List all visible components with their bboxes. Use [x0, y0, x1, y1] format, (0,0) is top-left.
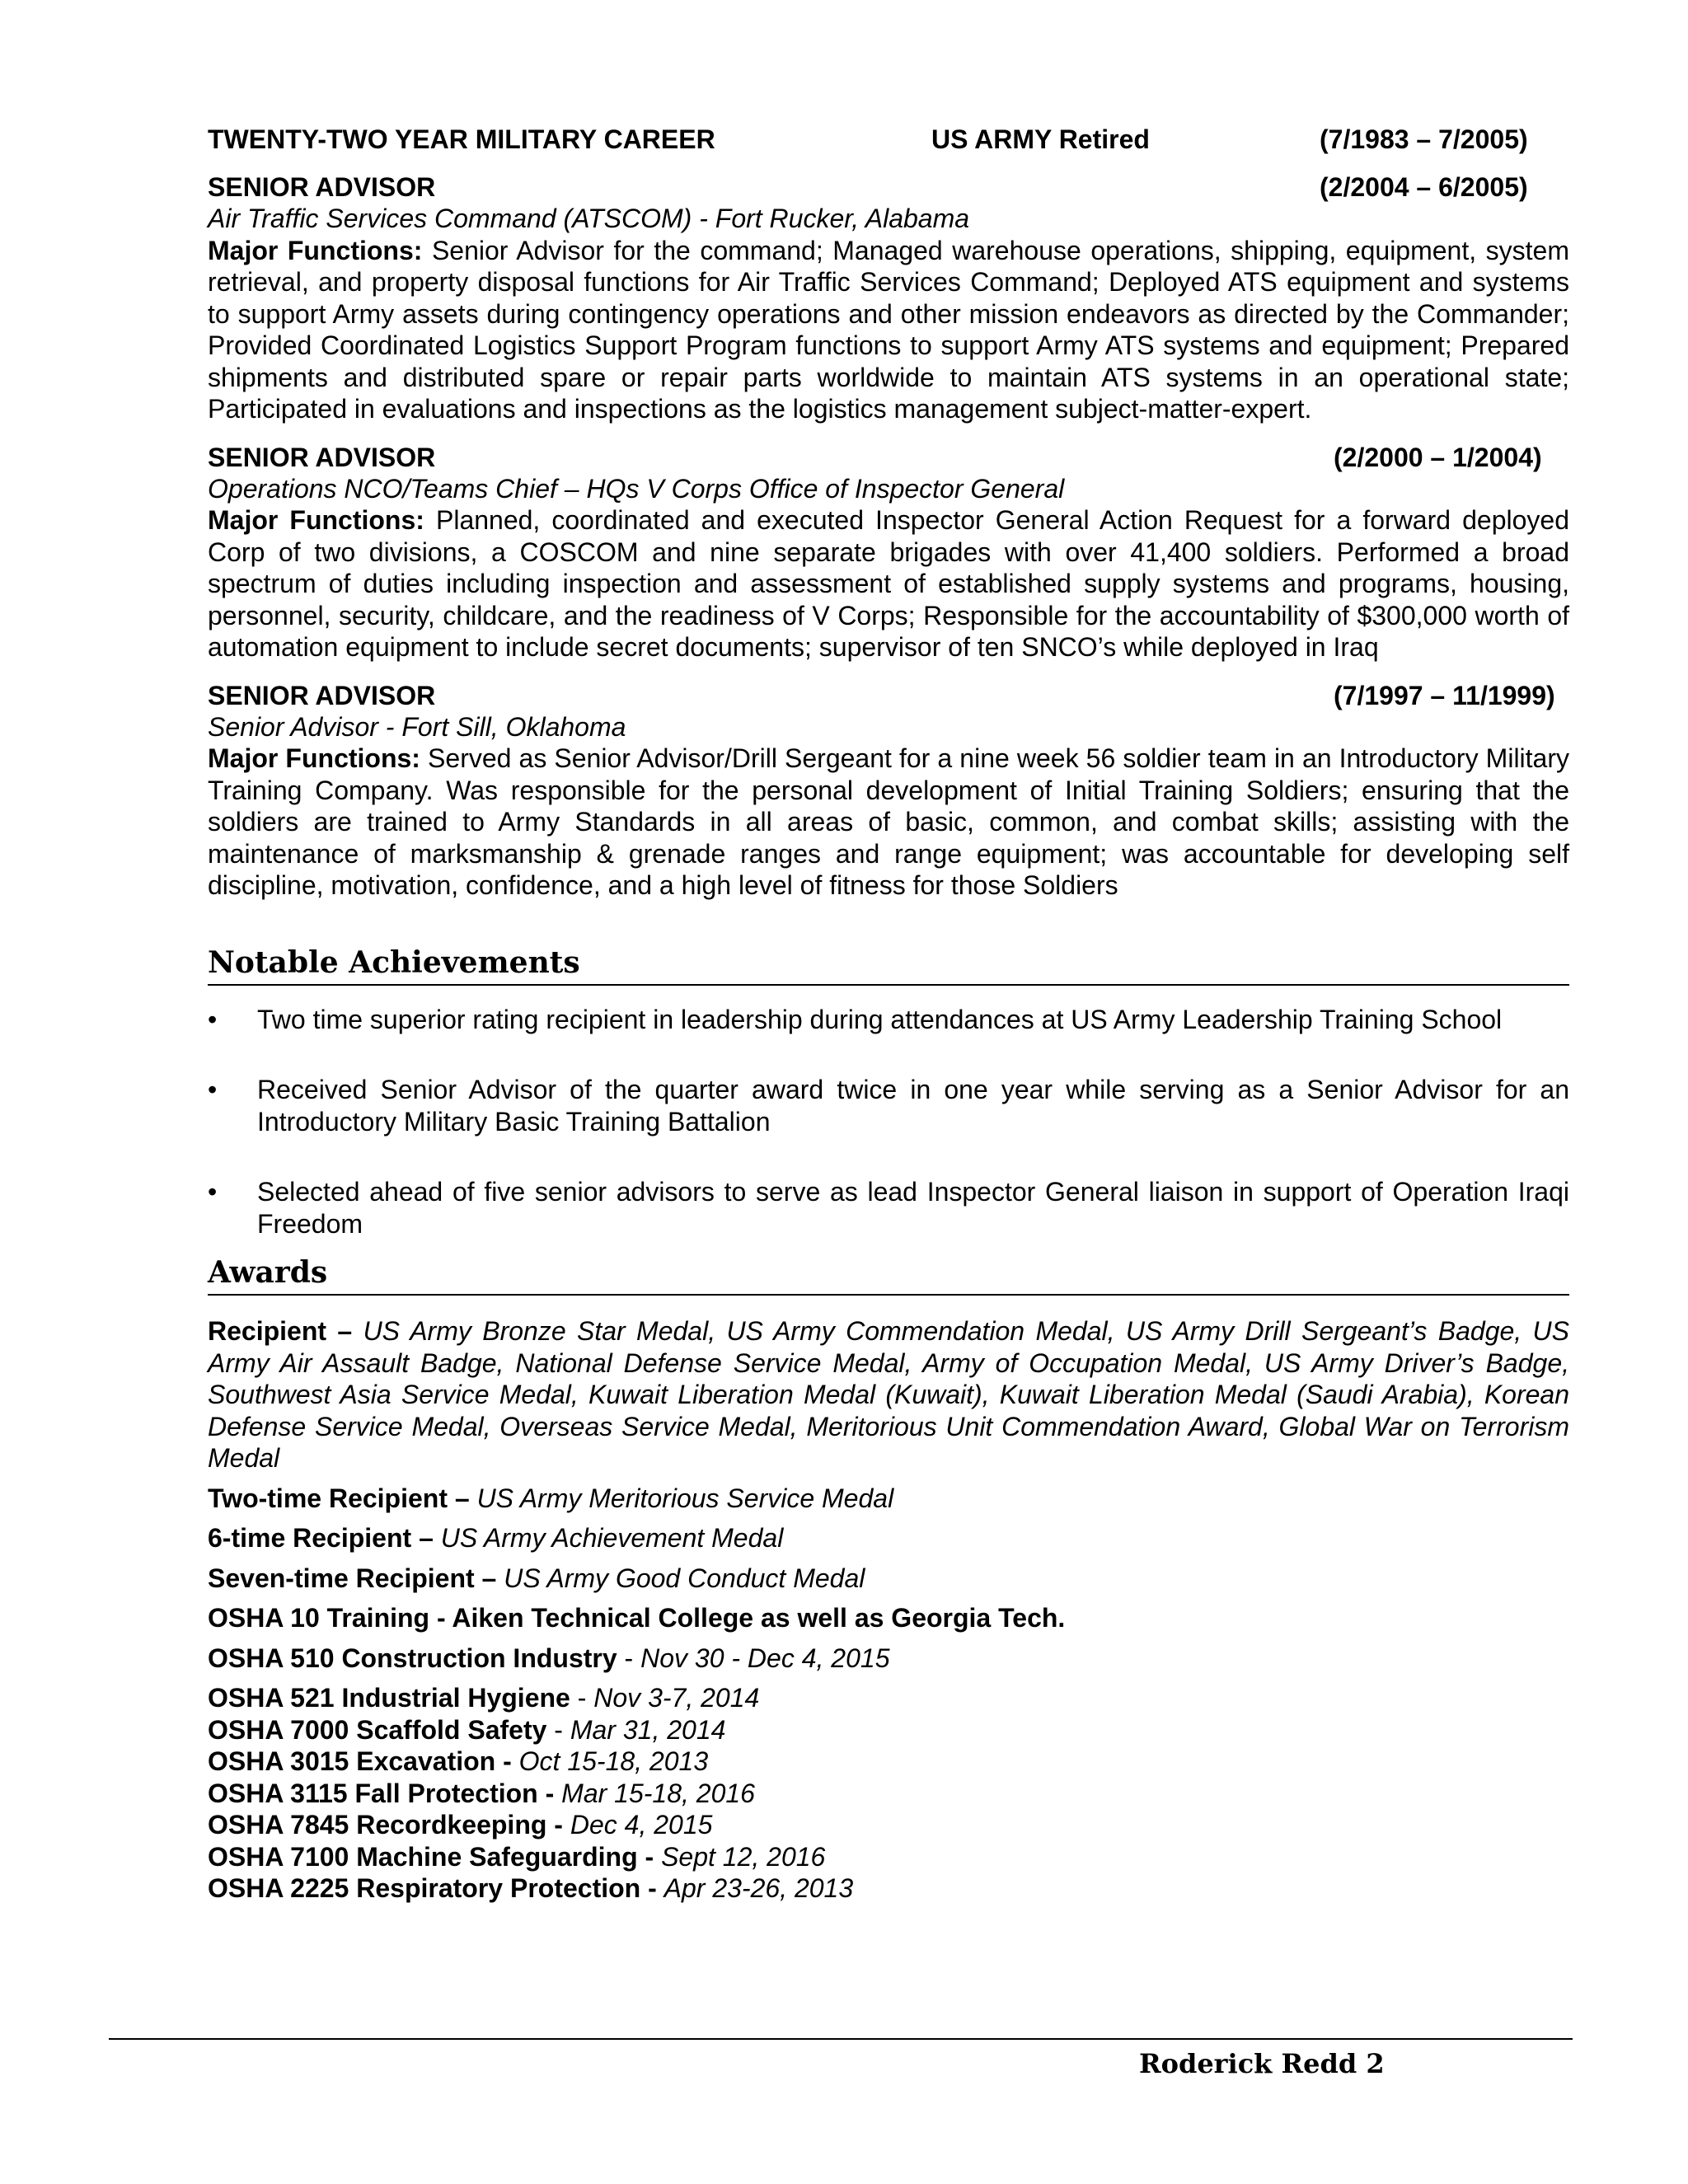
bullet-icon: •	[208, 1075, 218, 1104]
osha-course-date: Nov 30 - Dec 4, 2015	[640, 1643, 890, 1673]
achievement-text: Two time superior rating recipient in leadership during attendances at US Army Leadership Training School	[257, 1004, 1503, 1034]
list-item	[208, 1074, 1569, 1137]
footer-divider	[109, 2038, 1573, 2040]
award-six-time	[208, 1522, 1569, 1554]
job-title: SENIOR ADVISOR	[208, 680, 436, 710]
osha-course-date: Nov 3-7, 2014	[593, 1683, 760, 1713]
job-organization: Air Traffic Services Command (ATSCOM) - Fort Rucker, Alabama	[208, 204, 970, 233]
bullet-icon: •	[208, 1177, 218, 1207]
career-title: TWENTY-TWO YEAR MILITARY CAREER	[208, 124, 715, 154]
osha-10-training: OSHA 10 Training - Aiken Technical College as well as Georgia Tech.	[208, 1603, 1066, 1633]
job-title: SENIOR ADVISOR	[208, 442, 436, 472]
job-dates: (2/2004 – 6/2005)	[1320, 172, 1528, 202]
osha-course-date: Dec 4, 2015	[570, 1810, 713, 1840]
job-functions	[208, 743, 1569, 902]
functions-text: Served as Senior Advisor/Drill Sergeant for a nine week 56 soldier team in an Introductory Military Training Company. Was responsible for the personal development of Initial Training Soldiers; ensuring that the soldiers are trained to Army Standards in all areas of basic, common, and combat skills; assisting with the maintenance of marksmanship & grenade ranges and range equipment; was accountable for developing self discipline, motivation, confidence, and a high level of fitness for those Soldiers	[208, 743, 1570, 900]
award-label: Seven-time Recipient –	[208, 1563, 497, 1593]
osha-course-date: Sept 12, 2016	[661, 1841, 826, 1872]
functions-text: Planned, coordinated and executed Inspector General Action Request for a forward deployed Corp of two divisions, a COSCOM and nine separate brigades with over 41,400 soldiers. Performed a broad spectrum of duties including inspection and assessment of established supply systems and programs, housing, personnel, security, childcare, and the readiness of V Corps; Responsible for the accountability of $300,000 worth of automation equipment to include secret documents; supervisor of ten SNCO’s while deployed in Iraq	[208, 505, 1570, 662]
awards-heading: Awards	[208, 1254, 1569, 1296]
osha-course-name: OSHA 3015 Excavation -	[208, 1746, 512, 1776]
functions-label: Major Functions:	[208, 505, 424, 535]
job-entry	[208, 442, 1569, 663]
osha-separator	[563, 1810, 570, 1840]
job-header	[208, 171, 1569, 203]
job-functions	[208, 235, 1569, 425]
osha-course-name: OSHA 7000 Scaffold Safety	[208, 1714, 547, 1745]
achievements-list	[208, 1004, 1569, 1240]
job-title: SENIOR ADVISOR	[208, 172, 436, 202]
job-organization: Senior Advisor - Fort Sill, Oklahoma	[208, 711, 626, 742]
career-header	[208, 124, 1569, 155]
osha-separator: -	[546, 1714, 570, 1745]
award-two-time	[208, 1483, 1569, 1515]
achievement-text: Selected ahead of five senior advisors to serve as lead Inspector General liaison in support of Operation Iraqi Freedom	[257, 1177, 1569, 1239]
career-dates: (7/1983 – 7/2005)	[1320, 124, 1528, 154]
footer-name-page: Roderick Redd 2	[1139, 2048, 1385, 2079]
osha-course-name: OSHA 521 Industrial Hygiene	[208, 1683, 570, 1713]
award-recipient	[208, 1315, 1569, 1474]
osha-course-name: OSHA 510 Construction Industry	[208, 1643, 617, 1673]
osha-separator	[657, 1873, 664, 1903]
award-text: US Army Achievement Medal	[433, 1523, 784, 1553]
osha-course	[208, 1809, 1569, 1841]
osha-course-name: OSHA 7845 Recordkeeping -	[208, 1810, 563, 1840]
job-header	[208, 680, 1569, 711]
job-dates: (2/2000 – 1/2004)	[1334, 442, 1542, 472]
list-item	[208, 1176, 1569, 1240]
osha-course-list	[208, 1682, 1569, 1905]
osha-course	[208, 1682, 1569, 1714]
functions-label: Major Functions:	[208, 743, 420, 773]
award-label: Two-time Recipient –	[208, 1483, 470, 1513]
osha-course-name: OSHA 3115 Fall Protection -	[208, 1778, 555, 1808]
osha-course-name: OSHA 2225 Respiratory Protection -	[208, 1873, 657, 1903]
list-item	[208, 1004, 1569, 1036]
osha-course-date: Oct 15-18, 2013	[518, 1746, 709, 1776]
award-text: US Army Meritorious Service Medal	[469, 1483, 894, 1513]
award-label: 6-time Recipient –	[208, 1523, 434, 1553]
osha-course-date: Mar 15-18, 2016	[561, 1778, 755, 1808]
osha-separator: -	[617, 1643, 641, 1673]
career-branch: US ARMY Retired	[931, 124, 1150, 154]
job-functions	[208, 504, 1569, 663]
achievements-heading: Notable Achievements	[208, 944, 1569, 986]
achievement-text: Received Senior Advisor of the quarter award twice in one year while serving as a Senior Advisor for an Introductory Military Basic Training Battalion	[257, 1075, 1569, 1137]
osha-course-date: Apr 23-26, 2013	[663, 1873, 854, 1903]
osha-course	[208, 1778, 1569, 1810]
award-label: Recipient –	[208, 1316, 353, 1346]
osha-separator	[554, 1779, 561, 1808]
osha-separator	[654, 1842, 661, 1872]
job-dates: (7/1997 – 11/1999)	[1334, 680, 1555, 710]
osha-course	[208, 1872, 1569, 1905]
functions-text: Senior Advisor for the command; Managed warehouse operations, shipping, equipment, system retrieval, and property disposal functions for Air Traffic Services Command; Deployed ATS equipment and systems to support Army assets during contingency operations and other mission endeavors as directed by the Commander; Provided Coordinated Logistics Support Program functions to support Army ATS systems and equipment; Prepared shipments and distributed spare or repair parts worldwide to maintain ATS systems in an operational state; Participated in evaluations and inspections as the logistics management subject-matter-expert.	[208, 235, 1570, 424]
osha-course	[208, 1643, 1569, 1675]
osha-separator	[512, 1746, 519, 1776]
job-header	[208, 442, 1569, 473]
job-entry	[208, 171, 1569, 425]
award-text: US Army Good Conduct Medal	[496, 1563, 865, 1593]
functions-label: Major Functions:	[208, 235, 423, 265]
page-content	[208, 124, 1569, 1905]
osha-course	[208, 1841, 1569, 1873]
bullet-icon: •	[208, 1004, 218, 1034]
job-organization: Operations NCO/Teams Chief – HQs V Corps Office of Inspector General	[208, 473, 1065, 504]
osha-course-date: Mar 31, 2014	[570, 1714, 726, 1745]
osha-course-name: OSHA 7100 Machine Safeguarding -	[208, 1841, 654, 1872]
award-text: US Army Bronze Star Medal, US Army Commendation Medal, US Army Drill Sergeant’s Badge, US Army Air Assault Badge, National Defense Service Medal, Army of Occupation Medal, US Army Driver’s Badge, Southwest Asia Service Medal, Kuwait Liberation Medal (Kuwait), Kuwait Liberation Medal (Saudi Arabia), Korean Defense Service Medal, Overseas Service Medal, Meritorious Unit Commendation Award, Global War on Terrorism Medal	[208, 1316, 1570, 1473]
award-seven-time	[208, 1563, 1569, 1595]
osha-course	[208, 1746, 1569, 1778]
osha-separator: -	[570, 1683, 594, 1713]
job-entry	[208, 680, 1569, 902]
osha-course	[208, 1714, 1569, 1746]
